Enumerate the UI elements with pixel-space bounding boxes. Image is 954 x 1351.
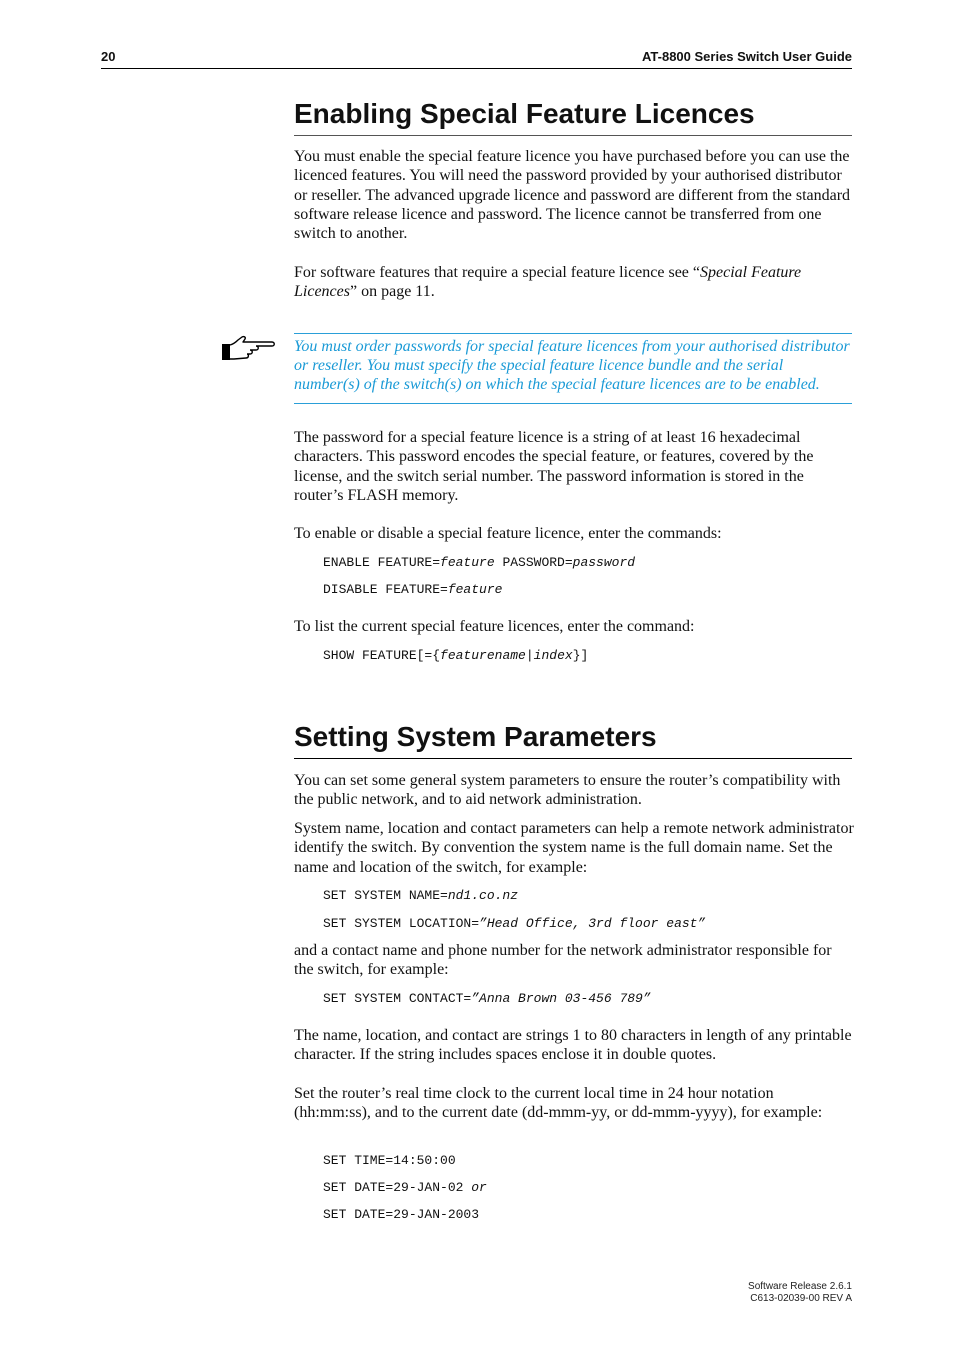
- command-set-system-contact: SET SYSTEM CONTACT=”Anna Brown 03-456 789”: [323, 991, 651, 1006]
- page-footer: [748, 1281, 852, 1305]
- note-box: [294, 333, 852, 404]
- page-number: 20: [101, 49, 116, 64]
- note-text: You must order passwords for special feature licences from your authorised distributor or reseller. You must specify the special feature licence bundle and the serial number(s) of the switch(s) on which the special feature licences are to be enabled.: [294, 338, 850, 393]
- paragraph: You can set some general system parameters to ensure the router’s compatibility with the public network, and to aid network administration.: [294, 772, 841, 809]
- command-enable-feature: ENABLE FEATURE=feature PASSWORD=password: [323, 555, 636, 570]
- command-set-system-name: SET SYSTEM NAME=nd1.co.nz: [323, 888, 519, 903]
- heading-system-parameters: Setting System Parameters: [294, 720, 852, 759]
- command-set-date-short: SET DATE=29-JAN-02 or: [323, 1180, 487, 1195]
- paragraph: The password for a special feature licence is a string of at least 16 hexadecimal characters. This password encodes the special feature, or features, covered by the license, and the switch serial number. The password information is stored in the router’s FLASH memory.: [294, 429, 814, 504]
- command-set-system-location: SET SYSTEM LOCATION=”Head Office, 3rd floor east”: [323, 916, 706, 931]
- page-header: [101, 48, 852, 69]
- command-disable-feature: DISABLE FEATURE=feature: [323, 582, 503, 597]
- heading-enabling-licences: Enabling Special Feature Licences: [294, 97, 852, 136]
- paragraph: Set the router’s real time clock to the current local time in 24 hour notation (hh:mm:ss), and to the current date (dd-mmm-yy, or dd-mmm-yyyy), for example:: [294, 1085, 823, 1122]
- cross-reference-link[interactable]: Special Feature Licences: [294, 264, 802, 301]
- command-show-feature: SHOW FEATURE[={featurename|index}]: [323, 648, 589, 663]
- paragraph: You must enable the special feature licence you have purchased before you can use the licenced features. You will need the password provided by your authorised distributor or reseller. The advanced upgrade licence and password are different from the standard software release licence and password. The licence cannot be transferred from one switch to another.: [294, 148, 851, 243]
- document-code: C613-02039-00 REV A: [750, 1293, 852, 1304]
- paragraph: To enable or disable a special feature licence, enter the commands:: [294, 525, 722, 542]
- paragraph-see-reference: For software features that require a special feature licence see “Special Feature Licences” on page 11.: [294, 264, 802, 301]
- paragraph: The name, location, and contact are strings 1 to 80 characters in length of any printable character. If the string includes spaces enclose it in double quotes.: [294, 1027, 852, 1064]
- command-set-date-long: SET DATE=29-JAN-2003: [323, 1207, 480, 1222]
- paragraph: and a contact name and phone number for the network administrator responsible for the switch, for example:: [294, 942, 832, 979]
- software-release: Software Release 2.6.1: [748, 1281, 852, 1292]
- paragraph: System name, location and contact parameters can help a remote network administrator identify the switch. By convention the system name is the full domain name. Set the name and location of the switch, for example:: [294, 820, 854, 876]
- command-set-time: SET TIME=14:50:00: [323, 1153, 456, 1168]
- paragraph: To list the current special feature licences, enter the command:: [294, 618, 695, 635]
- pointing-hand-icon: [220, 332, 278, 364]
- guide-title: AT-8800 Series Switch User Guide: [641, 49, 852, 64]
